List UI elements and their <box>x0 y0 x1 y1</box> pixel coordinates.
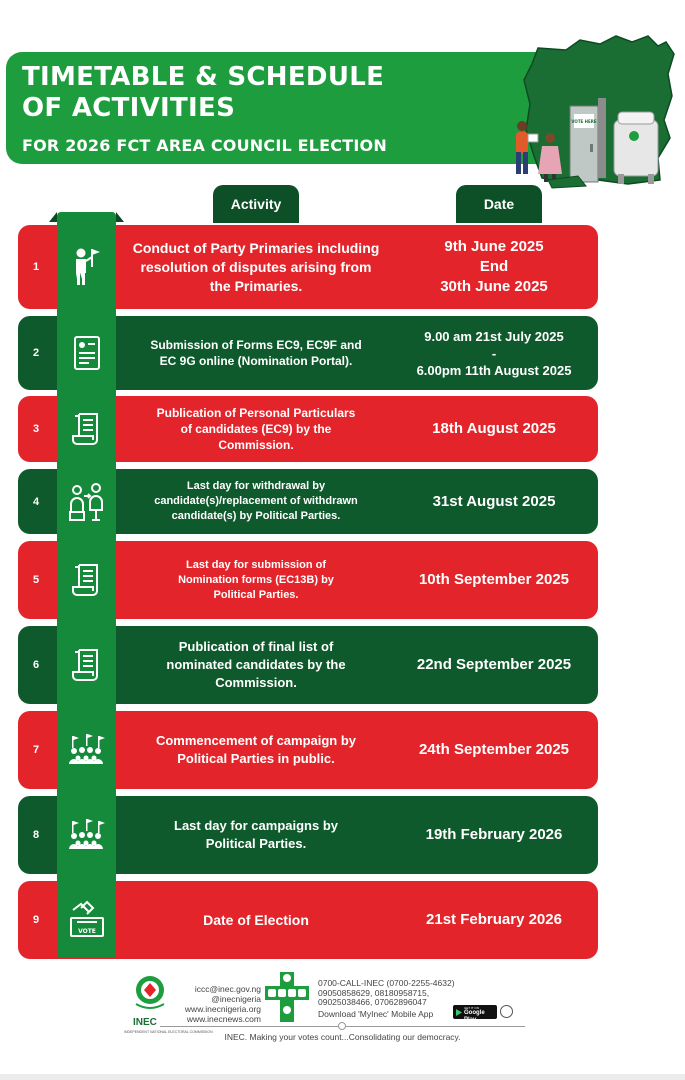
row-number: 8 <box>32 829 40 841</box>
row-date: 18th August 2025 <box>432 420 556 437</box>
scroll-document-icon <box>57 626 116 704</box>
footer-phones-line-2[interactable]: 09025038466, 07062896047 <box>318 997 427 1007</box>
scroll-document-icon <box>57 396 116 462</box>
row-date: 31st August 2025 <box>432 492 556 510</box>
logo-text: INEC <box>133 1017 157 1028</box>
app-store-icon[interactable] <box>500 1005 513 1018</box>
play-icon <box>456 1009 462 1016</box>
footer-website-2[interactable]: www.inecnews.com <box>186 1014 261 1024</box>
ballot-box-icon <box>57 881 116 959</box>
title-line-2: OF ACTIVITIES <box>22 93 236 123</box>
row-activity: Last day for campaigns by Political Parties. <box>174 818 338 851</box>
footer-divider-dot <box>338 1022 346 1030</box>
row-activity: Last day for withdrawal by candidate(s)/replacement of withdrawn candidate(s) by Political Parties. <box>154 480 358 522</box>
activity-column-header: Activity <box>213 185 299 223</box>
footer-phones-line-1[interactable]: 09050858629, 08180958715, <box>318 988 430 998</box>
row-number: 2 <box>32 347 40 359</box>
footer-handle[interactable]: @inecnigeria <box>211 994 261 1004</box>
row-date: 22nd September 2025 <box>416 656 572 673</box>
svg-text:VOTE: VOTE <box>77 928 96 935</box>
candidate-swap-icon <box>57 469 116 534</box>
row-date: 24th September 2025 <box>418 741 570 758</box>
page-title <box>22 62 384 124</box>
row-activity: Publication of Personal Particulars of candidates (EC9) by the Commission. <box>156 406 356 452</box>
row-number: 7 <box>32 744 40 756</box>
row-number: 5 <box>32 574 40 586</box>
date-column-header: Date <box>456 185 542 223</box>
form-document-icon <box>57 316 116 390</box>
logo-caption: INDEPENDENT NATIONAL ELECTORAL COMMISSION <box>124 1030 213 1034</box>
google-play-badge[interactable] <box>453 1005 497 1023</box>
bottom-bar <box>0 1074 685 1080</box>
fct-map-voters-illustration <box>508 34 678 190</box>
footer-email[interactable]: iccc@inec.gov.ng <box>194 984 261 994</box>
footer-website-1[interactable]: www.inecnigeria.org <box>184 1004 261 1014</box>
booth-label: VOTE HERE <box>571 119 597 124</box>
row-activity: Conduct of Party Primaries including resolution of disputes arising from the Primaries. <box>132 239 380 294</box>
footer <box>0 964 685 1044</box>
campaign-crowd-icon <box>57 711 116 789</box>
row-number: 1 <box>32 261 40 273</box>
row-date: 9th June 2025 End 30th June 2025 <box>440 238 548 295</box>
row-activity: Commencement of campaign by Political Parties in public. <box>155 733 357 766</box>
row-number: 9 <box>32 914 40 926</box>
row-number: 4 <box>32 495 40 508</box>
row-number: 6 <box>32 659 40 671</box>
row-date: 21st February 2026 <box>426 911 562 928</box>
row-date: 19th February 2026 <box>425 826 563 843</box>
row-activity: Submission of Forms EC9, EC9F and EC 9G online (Nomination Portal). <box>150 338 362 368</box>
row-activity: Date of Election <box>203 912 309 928</box>
footer-phone-main[interactable]: 0700-CALL-INEC (0700-2255-4632) <box>318 978 455 988</box>
row-date: 9.00 am 21st July 2025 - 6.00pm 11th August 2025 <box>416 328 572 378</box>
campaign-crowd-icon <box>57 796 116 874</box>
store-label: Google Play <box>464 1010 485 1023</box>
person-flag-icon <box>57 225 116 309</box>
footer-app-text: Download 'MyInec' Mobile App <box>318 1009 434 1019</box>
page-subtitle: FOR 2026 FCT AREA COUNCIL ELECTION <box>22 136 387 155</box>
row-date: 10th September 2025 <box>418 571 570 588</box>
header-banner <box>6 52 564 164</box>
scroll-document-icon <box>57 541 116 619</box>
store-small-text: GET IT ON <box>464 1006 479 1010</box>
title-line-1: TIMETABLE & SCHEDULE <box>22 62 385 92</box>
row-activity: Publication of final list of nominated candidates by the Commission. <box>166 639 346 690</box>
row-activity: Last day for submission of Nomination forms (EC13B) by Political Parties. <box>178 558 334 601</box>
social-media-icons[interactable] <box>265 972 309 1022</box>
footer-tagline: INEC. Making your votes count...Consolidating our democracy. <box>224 1032 461 1042</box>
row-number: 3 <box>32 423 40 435</box>
